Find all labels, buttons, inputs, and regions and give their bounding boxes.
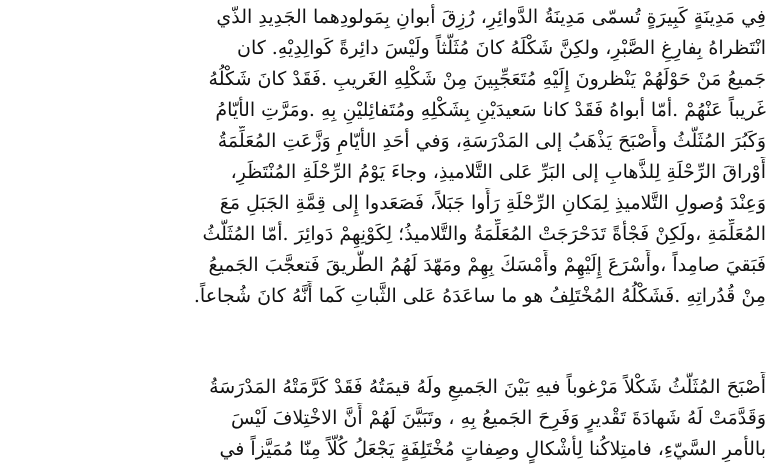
text-line: انْتَظراهُ بِفارِغِ الصَّبْرِ، ولكِنَّ شَكْلَهُ كانَ مُثَلَّثاً ولَيْسَ دائِرةً كَوالِدِيْهِ. كان (236, 37, 766, 59)
text-line: فَبَقيَ صامِداً ،وأَسْرَعَ إِلَيْهِمْ وأَمْسَكَ بِهِمْ ومَهّدَ لَهُمُ الطَّريقَ فَتعجَّبَ الجَميعُ (208, 254, 766, 276)
story-paragraph-2 (10, 372, 766, 465)
text-line: وَكَبُرَ المُثَلَّثُ وأَصْبَحَ يَذْهَبُ إلى المَدْرَسَةِ، وَفي أحَدِ الأيّامِ وَزَّعَتِ المُعَلِّمَةُ (217, 130, 766, 152)
text-line: فِي مَدِينَةٍ كَبِيرَةٍ تُسمّى مَدِينَةُ الدَّوائِرِ، رُزِقَ أبوانِ بِمَولودِهما الجَدِيدِ الذّي (216, 6, 766, 28)
text-line: أَوْراقَ الرِّحْلَةِ لِلذَّهابِ إلى البَرِّ عَلى التَّلاميذِ، وجاءَ يَوْمُ الرِّحْلَةِ المُنْتَظَرِ، (230, 161, 766, 183)
text-line: مِنْ قُدُراتِهِ .فَشَكْلُهُ المُخْتَلِفُ هو ما ساعَدَهُ عَلى الثَّباتِ كَما أَنَّهُ كانَ شُجاعاً. (193, 285, 766, 307)
text-line: وَعِنْدَ وُصولِ التَّلاميذِ لِمَكانِ الرِّحْلَةِ رَأَوا جَبَلاً، فَصَعَدوا إِلى قِمَّةِ الجَبَلِ مَعَ (219, 192, 766, 214)
story-paragraph-1 (10, 2, 766, 312)
text-line: غَريباً عَنْهُمْ .أمّا أبواهُ فَقَدْ كانا سَعيدَيْنِ بِشَكْلِهِ ومُتَفائِليْنِ بِهِ .ومَرَّتِ الأيّامُ (215, 99, 766, 121)
text-line: بالأمرِ السَّيّءِ، فامتِلاكُنا لِأَشْكالٍ وصِفاتٍ مُخْتَلِفَةٍ يَجْعَلُ كُلّاً مِنّا مُمَيَّزاً في (219, 438, 766, 460)
text-line: المُعَلِّمَةِ ،ولَكِنْ فَجْأَةً تَدَحْرَجَتْ المُعَلِّمَةُ والتَّلاميذُ؛ لِكَوْنِهِمْ دَوائِرَ .أمّا المُثَلَّثُ (202, 223, 766, 245)
text-line: وَقَدَّمَتْ لَهُ شَهادَةَ تَقْديرٍ وَفَرِحَ الجَميعُ بِهِ ، وتَبَيَّنَ لَهُمْ أَنَّ الاخْتِلافَ لَيْسَ (230, 407, 766, 429)
text-line: جَميعُ مَنْ حَوْلَهُمْ يَنْظرونَ إِلَيْهِ مُتَعَجِّبِينَ مِنْ شَكْلِهِ الغَريبِ .فَقَدْ كانَ شَكْلُهُ (208, 68, 766, 90)
text-line: أَصْبَحَ المُثَلَّثُ شَكْلاً مَرْغوباً فيهِ بَيْنَ الجَميعِ ولَهُ قيمَتُهُ فَقَدْ كَرَّمَتْهُ المَدْرَسَةُ (209, 376, 766, 398)
